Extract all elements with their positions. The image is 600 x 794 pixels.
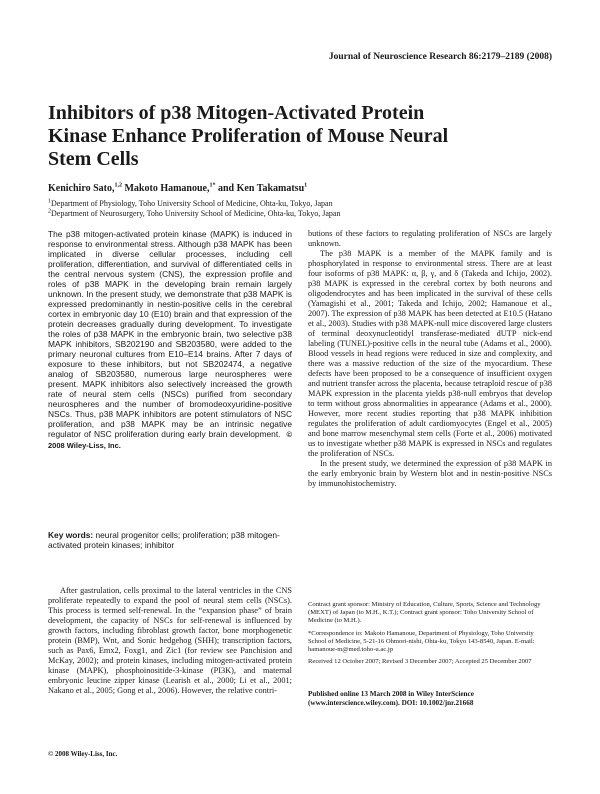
keywords-text: neural progenitor cells; proliferation; p38 mitogen-activated protein kinases; inhibitor [48,530,280,550]
introduction-paragraph: After gastrulation, cells proximal to the lateral ventricles in the CNS proliferate repeatedly to expand the pool of neural stem cells (NSCs). This process is termed self-renewal. In the “expansion phase” of brain development, the capacity of NSCs for self-renewal is influenced by growth factors, including fibroblast growth factor, bone morphogenetic protein (BMP), Wnt, and Sonic hedgehog (SHH); transcription factors, such as Pax6, Emx2, Foxg1, and Zic1 (for review see Panchision and McKay, 2002); and protein kinases, including mitogen-activated protein kinase (MAPK), phosphoinositide-3-kinase (PI3K), and maternal embryonic leucine zipper kinase (Learish et al., 2000; Li et al., 2001; Nakano et al., 2005; Gong et al., 2006). However, the relative contri- [48,586,292,695]
keywords [48,530,292,550]
abstract [48,229,292,451]
author-affiliation-mark: 1 [304,182,308,189]
author-affiliation-mark: 1,2 [114,182,122,189]
body-paragraph: butions of these factors to regulating proliferation of NSCs are largely unknown. [308,229,552,248]
body-paragraph: The p38 MAPK is a member of the MAPK family and is phosphorylated in response to environmental stress. There are at least four isoforms of p38 MAPK: α, β, γ, and δ (Takeda and Ichijo, 2002). p38 MAPK is expressed in the cerebral cortex by both neurons and oligodendrocytes and has been implicated in the survival of these cells (Yamagishi et al., 2001; Takeda and Ichijo, 2002; Hamanoue et al., 2007). The expression of p38 MAPK has been detected at E10.5 (Hatano et al., 2003). Studies with p38 MAPK-null mice discovered large clusters of terminal deoxynucleotidyl transferase-mediated dUTP nick-end labeling (TUNEL)-positive cells in the neural tube (Adams et al., 2000). Blood vessels in head regions were reduced in size and complexity, and there was a massive reduction of the size of the myocardium. These defects have been proposed to be a consequence of insufficient oxygen and nutrient transfer across the placenta, because tetraploid rescue of p38 MAPK expression in the placenta yields p38-null embryos that develop to term without gross abnormalities in appearance (Adams et al., 2000). However, more recent studies reporting that p38 MAPK inhibition regulates the proliferation of adult cardiomyocytes (Engel et al., 2005) and bone marrow mesenchymal stem cells (Forte et al., 2006) motivated us to investigate whether p38 MAPK is expressed in NSCs and regulates the proliferation of NSCs. [308,249,552,458]
abstract-text: The p38 mitogen-activated protein kinase (MAPK) is induced in response to environmental stress. Although p38 MAPK has been implicated in diverse cellular processes, including cell proliferation, differentiation, and survival of differentiated cells in the central nervous system (CNS), the expression profile and roles of p38 MAPK in the developing brain remain largely unknown. In the present study, we demonstrate that p38 MAPK is expressed predominantly in nestin-positive cells in the cerebral cortex in embryonic day 10 (E10) brain and that expression of the protein decreases gradually during development. To investigate the roles of p38 MAPK in the embryonic brain, two selective p38 MAPK inhibitors, SB202190 and SB203580, were added to the primary neuronal cultures from E10–E14 brains. After 7 days of exposure to these inhibitors, but not SB202474, a negative analog of SB203580, numerous large neurospheres were present. MAPK inhibitors also selectively increased the growth rate of neural stem cells (NSCs) purified from secondary neurospheres and the number of bromodeoxyuridine-positive NSCs. Thus, p38 MAPK inhibitors are potent stimulators of NSC proliferation, and p38 MAPK may be an intrinsic negative regulator of NSC proliferation during early brain development. [48,229,292,439]
body-paragraph: In the present study, we determined the expression of p38 MAPK in the early embryonic brain by Western blot and in nestin-positive NSCs by immunohistochemistry. [308,459,552,488]
affiliation-line [48,199,340,209]
affiliation-text: Department of Neurosurgery, Toho University School of Medicine, Ohta-ku, Tokyo, Japan [51,209,341,218]
author-name: Kenichiro Sato, [48,183,115,194]
article-title: Inhibitors of p38 Mitogen-Activated Protein Kinase Enhance Proliferation of Mouse Neural Stem Cells [48,102,449,170]
affiliations [48,199,340,219]
author-affiliation-mark: 1* [209,182,216,189]
affiliation-mark: 2 [48,208,51,215]
keywords-label: Key words: [48,530,94,540]
footnotes [308,601,552,670]
affiliation-text: Department of Physiology, Toho University School of Medicine, Ohta-ku, Tokyo, Japan [51,199,333,208]
right-column [308,229,552,489]
author-name: Makoto Hamanoue, [121,183,210,194]
abstract-copyright: © 2008 Wiley-Liss, Inc. [48,430,292,450]
received-note: Received 12 October 2007; Revised 3 December 2007; Accepted 25 December 2007 [308,658,532,666]
correspondence-note: *Correspondence to: Makoto Hamanoue, Department of Physiology, Toho University School of Medicine, 5-21-16 Ohmori-nishi, Ohta-ku, Tokyo 143-8540, Japan. E-mail: hamanoue-m@med.toho-u.ac.jp [308,629,535,654]
author-list [48,183,307,194]
page-copyright: © 2008 Wiley-Liss, Inc. [48,750,118,758]
publication-note: Published online 13 March 2008 in Wiley InterScience (www.interscience.wiley.com). DOI: 10.1002/jnr.21668 [308,690,474,707]
grant-note: Contract grant sponsor: Ministry of Education, Culture, Sports, Science and Technology (MEXT) of Japan (to M.H., K.T.); Contract grant sponsor: Toho University School of Medicine (to M.H.). [308,601,541,625]
affiliation-line [48,209,340,219]
author-name: and Ken Takamatsu [215,183,305,194]
affiliation-mark: 1 [48,198,51,205]
journal-header: Journal of Neuroscience Research 86:2179–2189 (2008) [328,52,552,62]
